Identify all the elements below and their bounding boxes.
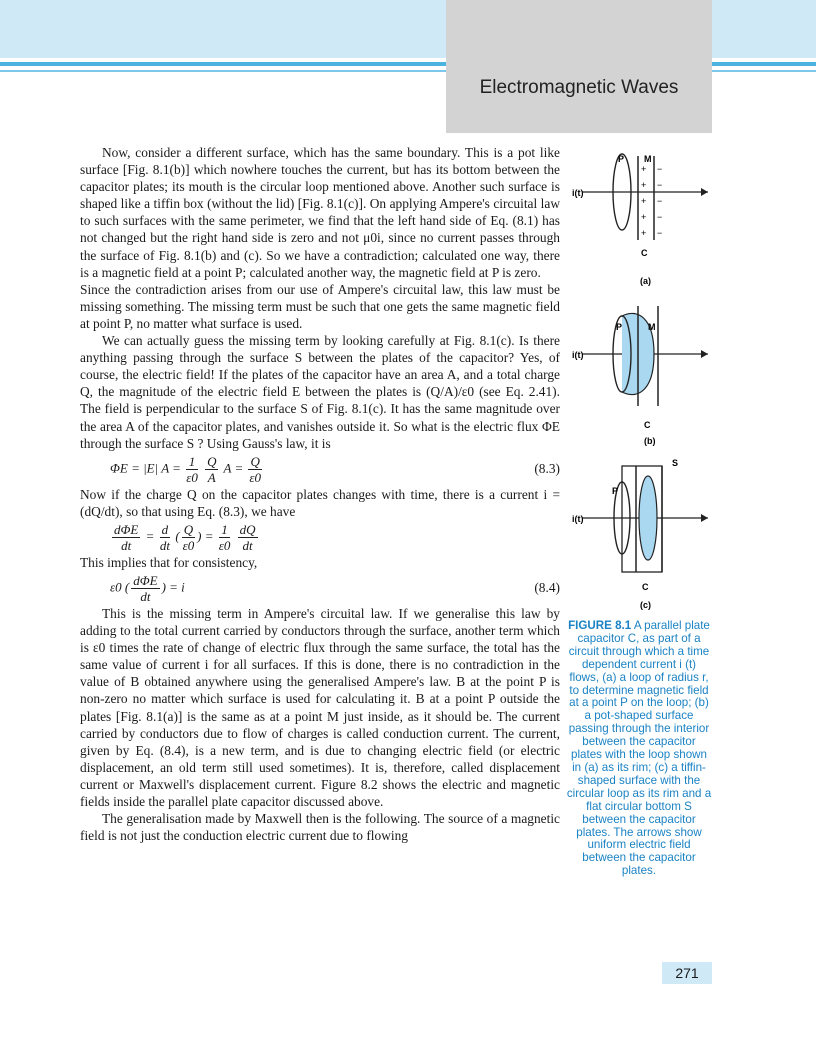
point-m-label: M (644, 154, 652, 164)
equation-number: (8.3) (534, 460, 560, 476)
svg-text:+: + (641, 228, 647, 238)
svg-text:+: + (641, 212, 647, 222)
svg-text:C: C (642, 582, 649, 592)
paragraph-4: Now if the charge Q on the capacitor plates changes with time, there is a current i = (dQ/dt), so that using Eq. (8.3), we have (80, 486, 560, 519)
svg-text:+: + (641, 196, 647, 206)
current-label: i(t) (572, 188, 584, 198)
chapter-title: Electromagnetic Waves (479, 77, 679, 98)
point-p-label: P (618, 154, 625, 164)
svg-text:M: M (648, 322, 656, 332)
svg-text:+: + (641, 164, 647, 174)
panel-label-a: (a) (640, 276, 651, 286)
svg-text:i(t): i(t) (572, 514, 584, 524)
svg-text:+: + (641, 180, 647, 190)
figure-panel-b (572, 306, 708, 446)
paragraph-7: The generalisation made by Maxwell then is the following. The source of a magnetic field is not just the conduction electric current due to flowing (80, 811, 560, 844)
svg-text:−: − (657, 228, 663, 238)
equation-8-4: ε0 ( $\frac{\text{dΦE}}{dt}$ ) = i (8.4) (110, 572, 560, 604)
panel-label-b: (b) (644, 436, 656, 446)
svg-text:−: − (657, 212, 663, 222)
equation-number: (8.4) (534, 579, 560, 595)
svg-text:P: P (616, 322, 623, 332)
svg-text:−: − (657, 196, 663, 206)
paragraph-6: This is the missing term in Ampere's circuital law. If we generalise this law by adding to the total current carried by conductors through the surface, another term which is ε0 times the rate of change of electric flux through the same surface, the total has the same value of current i for all surfaces. If this is done, there is no contradiction in the value of B obtained anywhere using the generalised Ampere's law. B at the point P is non-zero no matter which surface is used for calculating it. B at a point P outside the plates [Fig. 8.1(a)] is the same as at a point M just inside, as it should be. The current carried by conductors due to flow of charges is called conduction current. The current, given by Eq. (8.4), is a new term, and is due to changing electric field (or electric displacement, an old term still used sometimes). It is, therefore, called displacement current or Maxwell's displacement current. Figure 8.2 shows the electric and magnetic fields inside the parallel plate capacitor discussed above. (80, 605, 560, 809)
paragraph-5: This implies that for consistency, (80, 554, 258, 570)
paragraph-1: Now, consider a different surface, which has the same boundary. This is a pot like surface [Fig. 8.1(b)] which nowhere touches the current, but has its bottom between the capacitor plates; its mouth is the circular loop mentioned above. Another such surface is shaped like a tiffin box (without the lid) [Fig. 8.1(c)]. On applying Ampere's circuital law to such surfaces with the same perimeter, we find that the left hand side of Eq. (8.1) has not changed but the right hand side is zero and not μ0i, since no current passes through the surface of Fig. 8.1(b) and (c). So we have a contradiction; calculated one way, there is a magnetic field at a point P; calculated another way, the magnetic field at P is zero. (80, 145, 560, 280)
svg-text:P: P (612, 486, 619, 496)
figure-8-1 (568, 148, 712, 618)
equation-8-3: ΦE = |E| A = $\frac{1}{\varepsilon 0}$ $\frac{Q}{A}$ A = $\frac{Q}{\varepsilon 0}$ (8.3) (110, 453, 560, 485)
caption-text: A parallel plate capacitor C, as part of a circuit through which a time dependent current i (t) flows, (a) a loop of radius r, to determine magnetic field at a point P on the loop; (b) a pot-shaped surface passing through the interior between the capacitor plates with the loop shown in (a) as its rim; (c) a tiffin-shaped surface with the circular loop as its rim and a flat circular bottom S between the capacitor plates. The arrows show uniform electric field between the capacitor plates. (566, 619, 712, 878)
caption-figure-number: FIGURE 8.1 (568, 619, 632, 632)
svg-text:−: − (657, 180, 663, 190)
paragraph-3: We can actually guess the missing term by looking carefully at Fig. 8.1(c). Is there anything passing through the surface S between the plates of the capacitor? Yes, of course, the electric field! If the plates of the capacitor have an area A, and a total charge Q, the magnitude of the electric field E between the plates is (Q/A)/ε0 (see Eq. 2.41). The field is perpendicular to the surface S of Fig. 8.1(c). It has the same magnitude over the area A of the capacitor plates, and vanishes outside it. So what is the electric flux ΦE through the surface S ? Using Gauss's law, it is (80, 333, 560, 451)
capacitor-label: C (641, 248, 648, 258)
paragraph-2: Since the contradiction arises from our use of Ampere's circuital law, this law must be missing something. The missing term must be such that one gets the same magnetic field at point P, no matter what surface is used. (80, 281, 560, 331)
figure-panel-a (572, 154, 708, 286)
figure-panel-c (572, 458, 708, 610)
svg-text:S: S (672, 458, 679, 468)
svg-text:C: C (644, 420, 651, 430)
chapter-header-box (446, 0, 712, 133)
page-number: 271 (662, 962, 712, 984)
svg-text:i(t): i(t) (572, 350, 584, 360)
equation-current: $\frac{\text{dΦE}}{dt}$ = $\frac{d}{dt}$ ( $\frac{Q}{\varepsilon 0}$ ) = $\frac{1}{\varepsilon 0}$ $\frac{dQ}{dt}$ (114, 521, 256, 553)
main-text (80, 144, 560, 844)
figure-caption (566, 620, 712, 878)
panel-label-c: (c) (640, 600, 651, 610)
svg-text:−: − (657, 164, 663, 174)
